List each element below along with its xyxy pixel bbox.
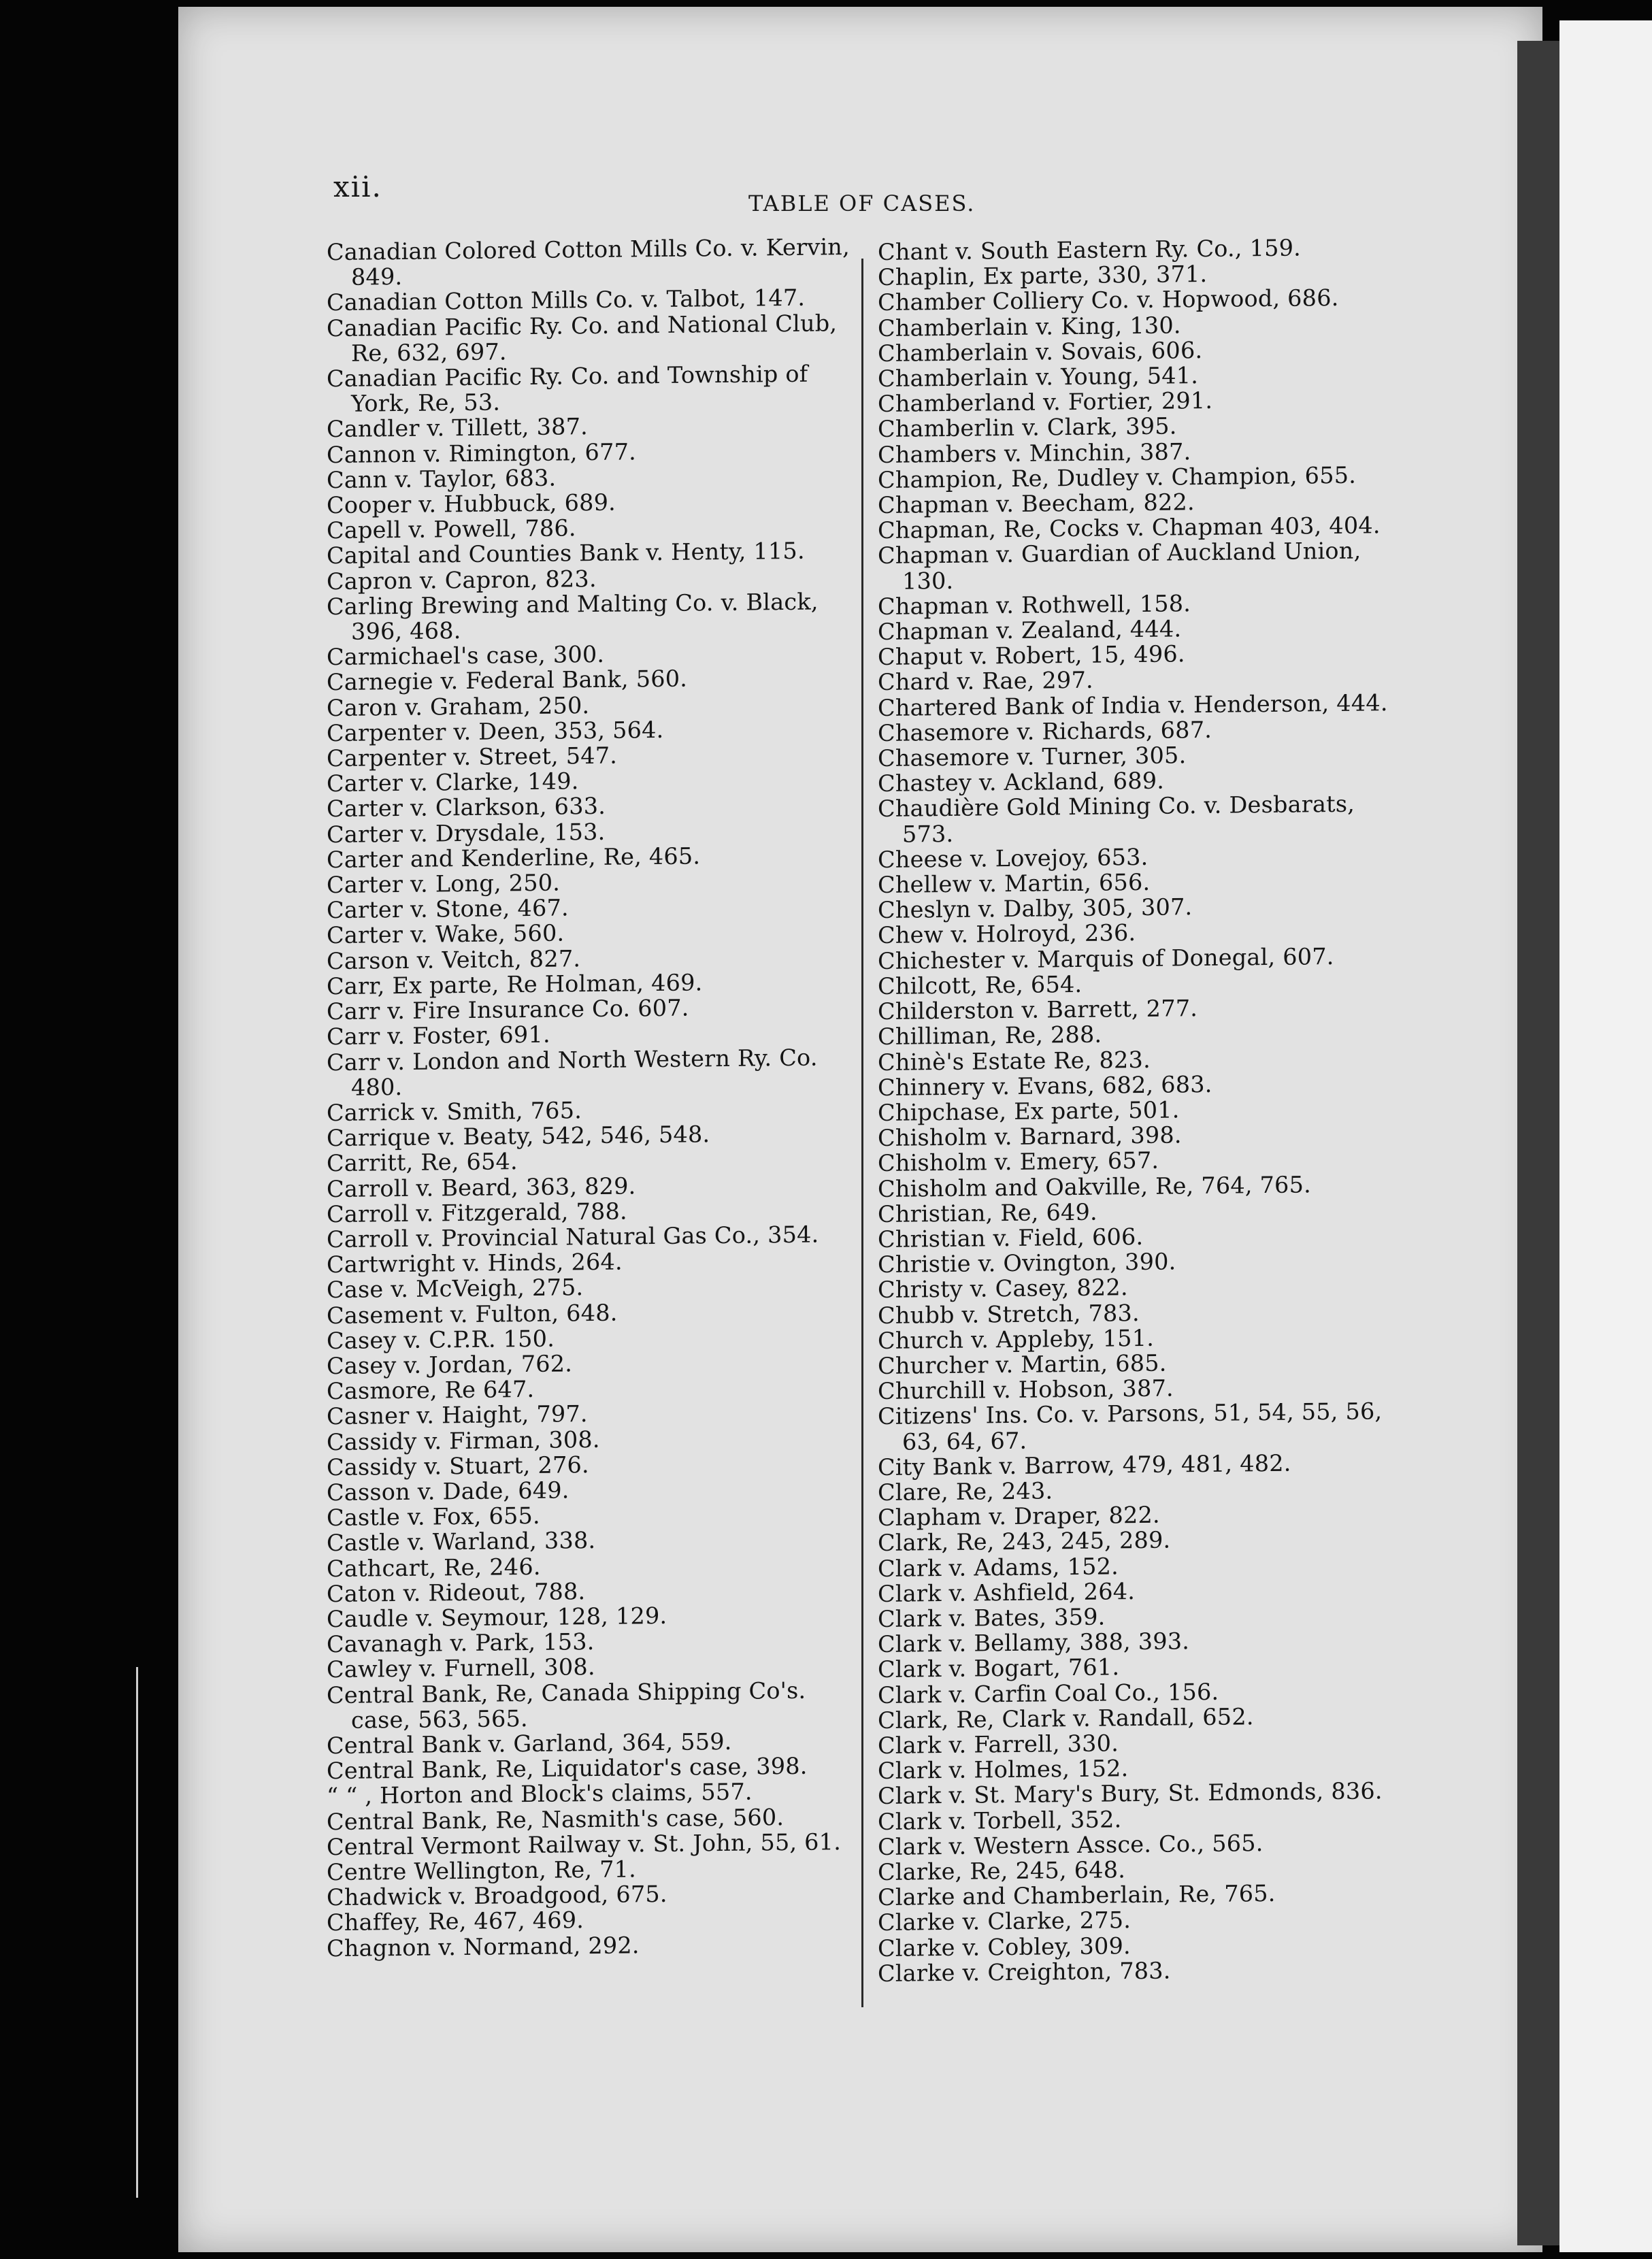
left-column	[327, 234, 864, 1961]
case-entry: Chichester v. Marquis of Donegal, 607.	[878, 942, 1334, 974]
case-entry: Central Bank, Re, Nasmith's case, 560.	[327, 1803, 784, 1835]
case-entry: Chapman v. Zealand, 444.	[878, 615, 1182, 646]
case-entry: Chapman, Re, Cocks v. Chapman 403, 404.	[878, 512, 1381, 544]
case-entry: Clark v. Western Assce. Co., 565.	[878, 1829, 1263, 1860]
case-entry: Churchill v. Hobson, 387.	[878, 1374, 1174, 1405]
case-entry: Chamberlin v. Clark, 395.	[878, 412, 1177, 443]
case-entry: Cassidy v. Firman, 308.	[327, 1425, 600, 1455]
case-entry: Candler v. Tillett, 387.	[327, 413, 588, 443]
case-entry: Chilcott, Re, 654.	[878, 970, 1083, 1000]
case-entry: Capron v. Capron, 823.	[327, 565, 597, 595]
case-entry: Chasemore v. Turner, 305.	[878, 742, 1187, 772]
case-entry: Chilliman, Re, 288.	[878, 1021, 1102, 1051]
case-entry: Chagnon v. Normand, 292.	[327, 1931, 640, 1962]
case-entry: Carson v. Veitch, 827.	[327, 944, 581, 974]
facing-page-edge	[1559, 20, 1652, 2252]
case-entry: Clark v. Bogart, 761.	[878, 1653, 1120, 1683]
case-entry: Churcher v. Martin, 685.	[878, 1349, 1167, 1379]
case-entry: Chisholm and Oakville, Re, 764, 765.	[878, 1170, 1311, 1202]
case-entry: Clark v. Bates, 359.	[878, 1603, 1106, 1633]
case-entry: Clark v. Adams, 152.	[878, 1552, 1119, 1582]
page-number: xii.	[333, 170, 382, 203]
case-entry: Carr, Ex parte, Re Holman, 469.	[327, 969, 703, 1000]
case-entry: Casmore, Re 647.	[327, 1376, 535, 1405]
case-entry: Carter v. Long, 250.	[327, 869, 561, 899]
case-entry: Carter v. Stone, 467.	[327, 894, 569, 924]
case-entry: Chamberlain v. King, 130.	[878, 311, 1181, 342]
case-entry: Clark v. Ashfield, 264.	[878, 1577, 1136, 1607]
case-entry: “ “ , Horton and Block's claims, 557.	[327, 1778, 753, 1810]
running-head: TABLE OF CASES.	[748, 191, 976, 216]
case-entry: Casey v. Jordan, 762.	[327, 1350, 573, 1380]
case-entry: Chambers v. Minchin, 387.	[878, 438, 1191, 468]
case-entry: Capell v. Powell, 786.	[327, 514, 576, 544]
case-entry: Chubb v. Stretch, 783.	[878, 1299, 1140, 1329]
case-entry: Chamberlain v. Young, 541.	[878, 362, 1199, 393]
case-entry: Chisholm v. Barnard, 398.	[878, 1121, 1182, 1152]
case-entry: Canadian Cotton Mills Co. v. Talbot, 147.	[327, 284, 806, 316]
case-entry: Chant v. South Eastern Ry. Co., 159.	[878, 234, 1301, 266]
case-entry: Carr v. Fire Insurance Co. 607.	[327, 994, 689, 1025]
case-entry: Clarke v. Cobley, 309.	[878, 1932, 1131, 1962]
case-entry: Carrick v. Smith, 765.	[327, 1097, 582, 1127]
case-entry: Cheslyn v. Dalby, 305, 307.	[878, 893, 1193, 924]
case-entry: Clarke v. Clarke, 275.	[878, 1907, 1131, 1936]
case-entry: Caron v. Graham, 250.	[327, 691, 590, 721]
case-entry: Clare, Re, 243.	[878, 1477, 1053, 1506]
case-entry: Carr v. London and North Western Ry. Co. 480.	[327, 1044, 818, 1101]
case-entry: Carter v. Wake, 560.	[327, 919, 565, 949]
case-entry: Caudle v. Seymour, 128, 129.	[327, 1602, 667, 1633]
case-entry: Carter v. Drysdale, 153.	[327, 818, 606, 848]
case-entry: Canadian Pacific Ry. Co. and National Club, Re, 632, 697.	[327, 309, 838, 367]
case-entry: Casson v. Dade, 649.	[327, 1477, 569, 1506]
case-entry: Carritt, Re, 654.	[327, 1148, 518, 1177]
case-entry: Chew v. Holroyd, 236.	[878, 919, 1136, 949]
case-entry: Chartered Bank of India v. Henderson, 444.	[878, 689, 1388, 721]
case-entry: Church v. Appleby, 151.	[878, 1324, 1155, 1354]
case-entry: Chinè's Estate Re, 823.	[878, 1046, 1151, 1076]
case-entry: Carr v. Foster, 691.	[327, 1021, 550, 1051]
case-entry: Carter v. Clarke, 149.	[327, 768, 579, 797]
case-entry: City Bank v. Barrow, 479, 481, 482.	[878, 1449, 1291, 1481]
case-entry: Castle v. Warland, 338.	[327, 1527, 596, 1557]
case-entry: Cawley v. Furnell, 308.	[327, 1653, 595, 1683]
case-entry: Canadian Colored Cotton Mills Co. v. Kervin, 849.	[327, 233, 850, 291]
case-entry: Chinnery v. Evans, 682, 683.	[878, 1070, 1212, 1101]
case-entry: Chadwick v. Broadgood, 675.	[327, 1881, 667, 1911]
case-entry: Capital and Counties Bank v. Henty, 115.	[327, 538, 805, 570]
case-entry: Chastey v. Ackland, 689.	[878, 767, 1165, 797]
case-entry: Champion, Re, Dudley v. Champion, 655.	[878, 461, 1357, 493]
case-entry: Casey v. C.P.R. 150.	[327, 1325, 555, 1354]
case-entry: Case v. McVeigh, 275.	[327, 1274, 584, 1304]
case-entry: Central Bank, Re, Liquidator's case, 398.	[327, 1752, 808, 1785]
case-entry: Clark v. Farrell, 330.	[878, 1730, 1119, 1760]
case-entry: Carpenter v. Street, 547.	[327, 742, 618, 772]
case-entry: Clarke and Chamberlain, Re, 765.	[878, 1880, 1276, 1911]
case-entry: Chapman v. Rothwell, 158.	[878, 590, 1191, 620]
case-entry: Chaput v. Robert, 15, 496.	[878, 640, 1185, 671]
case-entry: Clark v. Bellamy, 388, 393.	[878, 1628, 1190, 1658]
case-entry: Chaplin, Ex parte, 330, 371.	[878, 261, 1208, 291]
case-entry: Chipchase, Ex parte, 501.	[878, 1096, 1180, 1126]
case-entry: Chisholm v. Emery, 657.	[878, 1147, 1159, 1177]
case-entry: Cooper v. Hubbuck, 689.	[327, 489, 616, 519]
case-entry: Carter v. Clarkson, 633.	[327, 793, 606, 823]
case-entry: Clark v. Holmes, 152.	[878, 1755, 1129, 1785]
case-entry: Cheese v. Lovejoy, 653.	[878, 843, 1149, 873]
case-entry: Cavanagh v. Park, 153.	[327, 1628, 595, 1658]
case-entry: Clark v. Torbell, 352.	[878, 1805, 1122, 1835]
right-column	[878, 234, 1402, 1986]
case-entry: Castle v. Fox, 655.	[327, 1502, 540, 1532]
case-entry: Chapman v. Guardian of Auckland Union, 130.	[878, 538, 1361, 595]
case-entry: Carroll v. Fitzgerald, 788.	[327, 1198, 627, 1227]
case-entry: Chamber Colliery Co. v. Hopwood, 686.	[878, 284, 1339, 316]
case-entry: Carling Brewing and Malting Co. v. Black, 396, 468.	[327, 588, 819, 645]
case-entry: Clarke, Re, 245, 648.	[878, 1856, 1126, 1886]
case-entry: Christie v. Ovington, 390.	[878, 1248, 1176, 1279]
case-entry: Childerston v. Barrett, 277.	[878, 995, 1198, 1025]
case-entry: Clark, Re, Clark v. Randall, 652.	[878, 1703, 1254, 1734]
case-entry: Cathcart, Re, 246.	[327, 1553, 541, 1582]
case-entry: Citizens' Ins. Co. v. Parsons, 51, 54, 55, 56, 63, 64, 67.	[878, 1398, 1383, 1455]
column-divider	[861, 259, 863, 2007]
case-entry: Carpenter v. Deen, 353, 564.	[327, 716, 664, 746]
case-entry: Carroll v. Beard, 363, 829.	[327, 1172, 636, 1202]
page-edge-line	[136, 1667, 138, 2198]
case-entry: Chamberland v. Fortier, 291.	[878, 387, 1213, 418]
case-entry: Caton v. Rideout, 788.	[327, 1577, 586, 1607]
case-entry: Christian v. Field, 606.	[878, 1223, 1144, 1253]
case-entry: Carter and Kenderline, Re, 465.	[327, 842, 701, 874]
case-entry: Christy v. Casey, 822.	[878, 1274, 1128, 1304]
case-entry: Carroll v. Provincial Natural Gas Co., 354.	[327, 1221, 819, 1253]
case-entry: Casner v. Haight, 797.	[327, 1400, 588, 1430]
case-entry: Carrique v. Beaty, 542, 546, 548.	[327, 1121, 710, 1152]
case-entry: Canadian Pacific Ry. Co. and Township of York, Re, 53.	[327, 360, 808, 417]
case-entry: Carnegie v. Federal Bank, 560.	[327, 665, 688, 696]
case-entry: Cartwright v. Hinds, 264.	[327, 1248, 623, 1279]
case-entry: Carmichael's case, 300.	[327, 641, 605, 671]
case-entry: Clarke v. Creighton, 783.	[878, 1957, 1171, 1987]
case-entry: Central Bank, Re, Canada Shipping Co's. case, 563, 565.	[327, 1677, 806, 1734]
case-entry: Centre Wellington, Re, 71.	[327, 1856, 636, 1886]
case-entry: Christian, Re, 649.	[878, 1198, 1097, 1227]
case-entry: Chamberlain v. Sovais, 606.	[878, 336, 1203, 367]
case-entry: Chaffey, Re, 467, 469.	[327, 1907, 584, 1936]
case-entry: Central Bank v. Garland, 364, 559.	[327, 1728, 732, 1760]
case-entry: Chapman v. Beecham, 822.	[878, 489, 1195, 519]
case-entry: Cannon v. Rimington, 677.	[327, 438, 636, 468]
case-entry: Cann v. Taylor, 683.	[327, 464, 557, 493]
case-entry: Clark, Re, 243, 245, 289.	[878, 1526, 1171, 1557]
case-entry: Chaudière Gold Mining Co. v. Desbarats, 573.	[878, 791, 1355, 848]
case-entry: Clark v. Carfin Coal Co., 156.	[878, 1678, 1219, 1709]
case-entry: Central Vermont Railway v. St. John, 55, 61.	[327, 1828, 842, 1860]
case-entry: Chellew v. Martin, 656.	[878, 868, 1151, 899]
page-gutter-shadow	[1517, 41, 1559, 2245]
case-entry: Chasemore v. Richards, 687.	[878, 716, 1212, 746]
case-entry: Chard v. Rae, 297.	[878, 667, 1093, 696]
case-entry: Cassidy v. Stuart, 276.	[327, 1451, 589, 1481]
case-entry: Clark v. St. Mary's Bury, St. Edmonds, 836.	[878, 1777, 1383, 1810]
case-entry: Casement v. Fulton, 648.	[327, 1299, 618, 1329]
case-entry: Clapham v. Draper, 822.	[878, 1501, 1160, 1532]
